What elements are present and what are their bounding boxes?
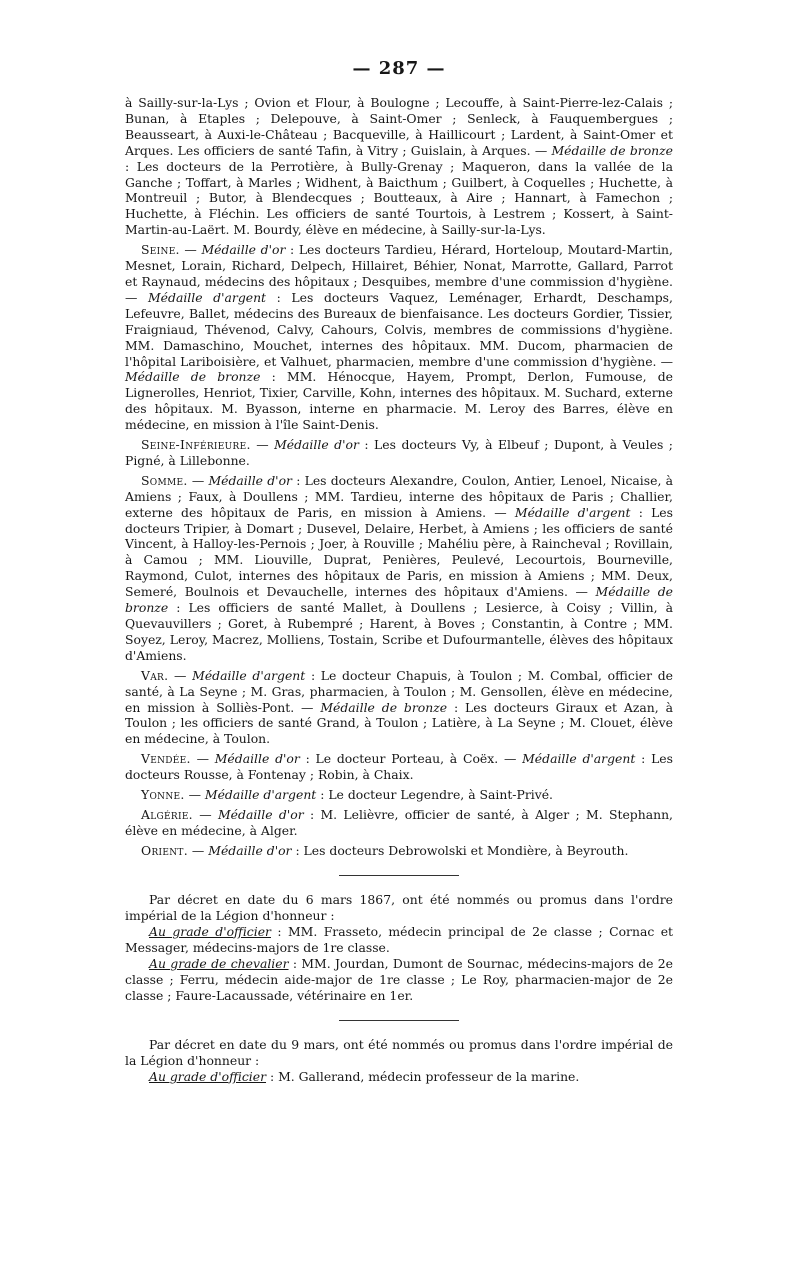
paragraph-text: : Les docteurs Debrowolski et Mondière, à Beyrouth. — [291, 842, 629, 858]
decree-grade — [125, 956, 673, 1004]
medal-label: Médaille d'or — [208, 842, 292, 858]
decree-1-lead: Par décret en date du 6 mars 1867, ont été nommés ou promus dans l'ordre impérial de la Légion d'honneur : — [125, 891, 673, 923]
paragraph-text: : Les docteurs Giraux et Azan, à Toulon ; les officiers de santé Grand, à Toulon ; Latière, à La Seyne ; M. Clouet, élève en médecine, à Toulon. — [125, 699, 673, 747]
paragraph-text: — — [179, 242, 202, 258]
grade-text: : MM. Jourdan, Dumont de Sournac, médecins-majors de 2e classe ; Ferru, médecin aide-major de 1re classe ; Le Roy, pharmacien-major de 2e classe ; Faure-Lacaussade, vétérinaire en 1er. — [125, 955, 674, 1003]
paragraph-text: — — [250, 437, 275, 453]
medal-label: Médaille de bronze — [125, 369, 261, 385]
medal-label: Médaille d'argent — [522, 751, 636, 767]
medal-paragraph — [125, 473, 673, 664]
medal-label: Médaille d'argent — [192, 667, 306, 683]
paragraph-text: : Les docteurs Alexandre, Coulon, Antier, Lenoel, Nicaise, à Amiens ; Faux, à Doullens ; MM. Tardieu, interne des hôpitaux de Paris ; Challier, externe des hôpitaux de Paris, en mission à Amiens. — — [125, 472, 673, 520]
region-name: Algérie. — [141, 806, 193, 822]
paragraph-text: : Les docteurs Tripier, à Domart ; Dusevel, Delaire, Herbet, à Amiens ; les officiers de santé Vincent, à Halloy-les-Pernois ; Joer, à Rouville ; Mahéliu père, à Raincheval ; Rovillain, à Camou ; MM. Liouville, Duprat, Penières, Peulevé, Lecourtois, Bourneville, Raymond, Culot, internes des hôpitaux de Paris, en mission à Amiens ; MM. Deux, Semeré, Boulnois et Devauchelle, internes des hôpitaux d'Amiens. — — [125, 504, 673, 600]
medal-label: Médaille d'argent — [514, 504, 631, 520]
paragraph-text: — — [187, 842, 209, 858]
page-number: — 287 — — [352, 58, 446, 79]
paragraph-text: : Les docteurs Rousse, à Fontenay ; Robin, à Chaix. — [125, 751, 673, 783]
grade-label: Au grade d'officier — [149, 1068, 267, 1084]
grade-text: : MM. Frasseto, médecin principal de 2e classe ; Cornac et Messager, médecins-majors de 1re classe. — [125, 923, 673, 955]
medal-label: Médaille d'argent — [204, 787, 317, 803]
paragraph-text: : Le docteur Porteau, à Coëx. — — [299, 751, 523, 767]
decree-grade — [125, 924, 673, 956]
grade-label: Au grade d'officier — [149, 923, 271, 939]
medal-label: Médaille d'or — [218, 806, 304, 822]
decree-section-1 — [125, 892, 673, 1004]
paragraph-text: à Sailly-sur-la-Lys ; Ovion et Flour, à Boulogne ; Lecouffe, à Saint-Pierre-lez-Calais ; Bunan, à Etaples ; Delepouve, à Saint-Omer ; Senleck, à Fauquembergues ; Beausseart, à Auxi-le-Château ; Bacqueville, à Haillicourt ; Lardent, à Saint-Omer et Arques. Les officiers de santé Tafin, à Vitry ; Guislain, à Arques. — — [125, 95, 673, 158]
grade-text: : M. Gallerand, médecin professeur de la marine. — [266, 1068, 580, 1084]
paragraph-text: — — [190, 751, 215, 767]
paragraph-text: : Les docteurs Vaquez, Leménager, Erhardt, Deschamps, Lefeuvre, Ballet, médecins des Bureaux de bienfaisance. Les docteurs Gordier, Tissier, Fraigniaud, Thévenod, Calvy, Cahours, Colvis, membres de commissions d'hygiène. MM. Damaschino, Mouchet, internes des hôpitaux. MM. Ducom, pharmacien de l'hôpital Lariboisière, et Valhuet, pharmacien, membre d'une commission d'hygiène. — — [125, 289, 673, 369]
medal-label: Médaille d'or — [214, 751, 300, 767]
region-name: Vendée. — [141, 751, 191, 767]
region-name: Orient. — [141, 842, 188, 858]
region-name: Yonne. — [141, 787, 185, 803]
decree-2-lead: Par décret en date du 9 mars, ont été nommés ou promus dans l'ordre impérial de la Légion d'honneur : — [125, 1036, 673, 1068]
section-divider-2 — [339, 1020, 459, 1021]
region-name: Somme. — [141, 472, 188, 488]
decree-section-2 — [125, 1037, 673, 1085]
paragraph-text: : Les docteurs Tardieu, Hérard, Horteloup, Moutard-Martin, Mesnet, Lorain, Richard, Delpech, Hillairet, Béhier, Nonat, Marrotte, Gallard, Parrot et Raynaud, médecins des hôpitaux ; Desquibes, membre d'une commission d'hygiène. — — [125, 242, 673, 305]
medal-list — [125, 95, 673, 859]
paragraph-text: — — [168, 667, 193, 683]
medal-paragraph — [125, 95, 673, 238]
paragraph-text: — — [187, 472, 209, 488]
section-divider — [339, 875, 459, 876]
paragraph-text: : Le docteur Chapuis, à Toulon ; M. Combal, officier de santé, à La Seyne ; M. Gras, pharmacien, à Toulon ; M. Gensollen, élève en médecine, en mission à Solliès-Pont. — — [125, 667, 673, 715]
medal-paragraph — [125, 437, 673, 469]
medal-label: Médaille d'or — [274, 437, 359, 453]
paragraph-text: : M. Lelièvre, officier de santé, à Alger ; M. Stephann, élève en médecine, à Alger. — [125, 806, 673, 838]
medal-paragraph — [125, 751, 673, 783]
medal-label: Médaille d'argent — [148, 289, 267, 305]
paragraph-text: — — [184, 787, 205, 803]
medal-paragraph — [125, 843, 673, 859]
decree-grade — [125, 1069, 673, 1085]
region-name: Seine-Inférieure. — [141, 437, 251, 453]
medal-paragraph — [125, 242, 673, 433]
document-page — [125, 58, 673, 1085]
medal-label: Médaille de bronze — [125, 584, 673, 616]
medal-paragraph — [125, 787, 673, 803]
medal-paragraph — [125, 807, 673, 839]
paragraph-text: : MM. Hénocque, Hayem, Prompt, Derlon, Fumouse, de Lignerolles, Henriot, Tixier, Carville, Kohn, internes des hôpitaux. M. Suchard, externe des hôpitaux. M. Byasson, interne en pharmacie. M. Leroy des Barres, élève en médecine, en mission à l'île Saint-Denis. — [125, 369, 674, 433]
paragraph-text: : Les docteurs de la Perrotière, à Bully-Grenay ; Maqueron, dans la vallée de la Ganche ; Toffart, à Marles ; Widhent, à Baicthum ; Guilbert, à Coquelles ; Huchette, à Montreuil ; Butor, à Blendecques ; Boutteaux, à Aire ; Hannart, à Famechon ; Huchette, à Fléchin. Les officiers de santé Tourtois, à Lestrem ; Kossert, à Saint-Martin-au-Laërt. M. Bourdy, élève en médecine, à Sailly-sur-la-Lys. — [125, 158, 673, 238]
paragraph-text: : Le docteur Legendre, à Saint-Privé. — [316, 787, 553, 803]
medal-label: Médaille de bronze — [551, 142, 673, 158]
grade-label: Au grade de chevalier — [149, 955, 289, 971]
medal-label: Médaille de bronze — [320, 699, 448, 715]
medal-label: Médaille d'or — [201, 242, 286, 258]
region-name: Var. — [141, 667, 169, 683]
paragraph-text: : Les officiers de santé Mallet, à Doullens ; Lesierce, à Coisy ; Villin, à Quevauvillers ; Goret, à Rubempré ; Harent, à Boves ; Constantin, à Contre ; MM. Soyez, Leroy, Macrez, Molliens, Tostain, Scribe et Dufourmantelle, élèves des hôpitaux d'Amiens. — [125, 600, 673, 663]
region-name: Seine. — [141, 242, 180, 258]
medal-paragraph — [125, 668, 673, 748]
medal-label: Médaille d'or — [208, 472, 292, 488]
paragraph-text: : Les docteurs Vy, à Elbeuf ; Dupont, à Veules ; Pigné, à Lillebonne. — [125, 437, 673, 468]
paragraph-text: — — [192, 806, 218, 822]
